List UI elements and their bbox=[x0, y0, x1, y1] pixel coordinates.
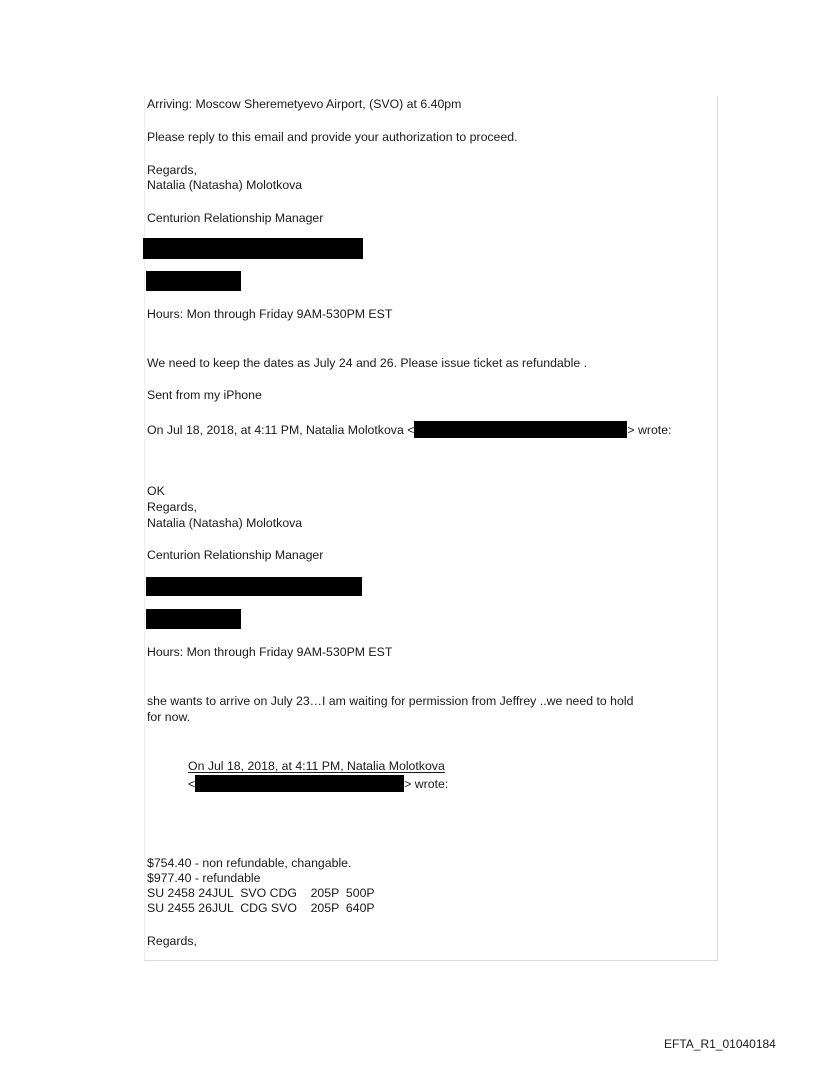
fare-line: $754.40 - non refundable, changable. bbox=[147, 856, 352, 870]
redaction-block bbox=[146, 271, 241, 291]
closing-regards: Regards, bbox=[147, 934, 197, 948]
quote-header-line bbox=[188, 775, 448, 792]
signature-hours: Hours: Mon through Friday 9AM-530PM EST bbox=[147, 645, 393, 659]
reply-request: Please reply to this email and provide your authorization to proceed. bbox=[147, 130, 518, 144]
ok-line: OK bbox=[147, 484, 165, 498]
quote-header-suffix: > wrote: bbox=[627, 423, 672, 437]
signature-regards: Regards, bbox=[147, 163, 197, 177]
redacted-email bbox=[195, 775, 404, 792]
redaction-block bbox=[143, 238, 363, 259]
arrive-note-line: she wants to arrive on July 23…I am waiting for permission from Jeffrey ..we need to hold bbox=[147, 694, 634, 708]
signature-hours: Hours: Mon through Friday 9AM-530PM EST bbox=[147, 307, 393, 321]
signature-name: Natalia (Natasha) Molotkova bbox=[147, 516, 303, 530]
redacted-email bbox=[414, 421, 627, 438]
signature-title: Centurion Relationship Manager bbox=[147, 211, 324, 225]
sent-from-line: Sent from my iPhone bbox=[147, 388, 262, 402]
quote-header bbox=[147, 421, 671, 438]
arrive-note-line: for now. bbox=[147, 710, 191, 724]
flight-line: SU 2455 26JUL CDG SVO 205P 640P bbox=[147, 901, 375, 915]
redaction-block bbox=[146, 577, 362, 596]
document-id: EFTA_R1_01040184 bbox=[664, 1037, 776, 1051]
quote-header-suffix: > wrote: bbox=[404, 777, 449, 791]
quote-header-prefix: < bbox=[188, 777, 196, 791]
fare-line: $977.40 - refundable bbox=[147, 871, 261, 885]
flight-line: SU 2458 24JUL SVO CDG 205P 500P bbox=[147, 886, 375, 900]
signature-name: Natalia (Natasha) Molotkova bbox=[147, 178, 303, 192]
signature-title: Centurion Relationship Manager bbox=[147, 548, 324, 562]
quote-header-prefix: On Jul 18, 2018, at 4:11 PM, Natalia Molotkova < bbox=[147, 423, 415, 437]
quote-header-line: On Jul 18, 2018, at 4:11 PM, Natalia Molotkova bbox=[188, 759, 445, 773]
reply-keep-dates: We need to keep the dates as July 24 and 26. Please issue ticket as refundable . bbox=[147, 356, 588, 370]
redaction-block bbox=[146, 609, 241, 629]
signature-regards: Regards, bbox=[147, 500, 197, 514]
arriving-line: Arriving: Moscow Sheremetyevo Airport, (SVO) at 6.40pm bbox=[147, 97, 462, 111]
